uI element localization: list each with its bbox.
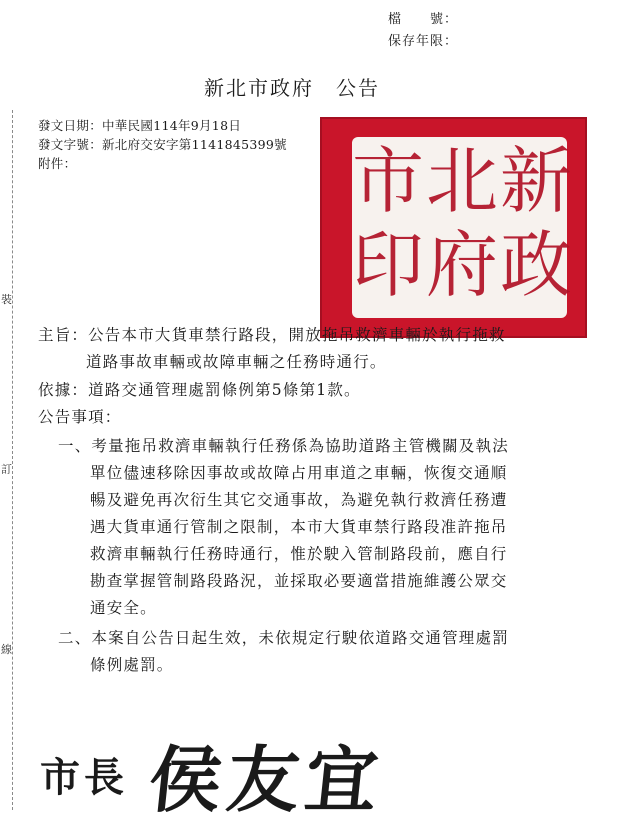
file-number-label: 檔 號： xyxy=(388,12,459,27)
binding-mark-bottom: 線 xyxy=(1,643,12,656)
attachment-label: 附件： xyxy=(38,156,77,171)
purpose-line-1: 主旨：公告本市大貨車禁行路段，開放拖吊救濟車輛於執行拖救 xyxy=(38,326,506,344)
meta-block xyxy=(38,116,287,173)
purpose-section xyxy=(38,322,506,376)
basis-line: 依據：道路交通管理處罰條例第5條第1款。 xyxy=(38,381,361,399)
issue-date: 發文日期：中華民國114年9月18日 xyxy=(38,118,242,133)
seal-glyph-3: 市 xyxy=(352,139,425,223)
seal-glyph-5: 府 xyxy=(426,223,499,307)
binding-mark-middle: 訂 xyxy=(1,463,12,476)
item-1 xyxy=(58,433,509,622)
item-1-line: 暢及避免再次衍生其它交通事故，為避免執行救濟任務遭 xyxy=(90,491,508,509)
item-1-line: 遇大貨車通行管制之限制，本市大貨車禁行路段准許拖吊 xyxy=(90,518,508,536)
signature-name: 侯友宜 xyxy=(144,737,388,822)
document-number: 發文字號：新北府交安字第1141845399號 xyxy=(38,137,287,152)
binding-mark-top: 裝 xyxy=(1,293,12,306)
seal-glyph-2: 北 xyxy=(426,139,499,223)
item-1-line: 通安全。 xyxy=(90,599,157,617)
items-heading: 公告事項： xyxy=(38,408,122,426)
item-1-line: 一、考量拖吊救濟車輛執行任務係為協助道路主管機關及執法 xyxy=(58,437,509,455)
item-1-line: 救濟車輛執行任務時通行，惟於駛入管制路段前，應自行 xyxy=(90,545,508,563)
seal-glyph-1: 新 xyxy=(500,139,573,223)
seal-glyph-6: 印 xyxy=(352,223,425,307)
item-2-line: 二、本案自公告日起生效，未依規定行駛依道路交通管理處罰 xyxy=(58,629,509,647)
seal-face xyxy=(352,137,573,318)
item-1-line: 勘查掌握管制路段路況，並採取必要適當措施維護公眾交 xyxy=(90,572,508,590)
seal-glyph-4: 政 xyxy=(500,223,573,307)
binding-line xyxy=(12,110,13,810)
item-2 xyxy=(58,625,509,679)
signature-title: 市長 xyxy=(40,754,128,801)
retention-period-label: 保存年限： xyxy=(388,34,459,49)
item-1-line: 單位儘速移除因事故或故障占用車道之車輛，恢復交通順 xyxy=(90,464,508,482)
purpose-line-2: 道路事故車輛或故障車輛之任務時通行。 xyxy=(86,353,387,371)
official-seal xyxy=(320,117,587,338)
document-title: 新北市政府 公告 xyxy=(204,76,380,100)
item-2-line: 條例處罰。 xyxy=(90,656,174,674)
